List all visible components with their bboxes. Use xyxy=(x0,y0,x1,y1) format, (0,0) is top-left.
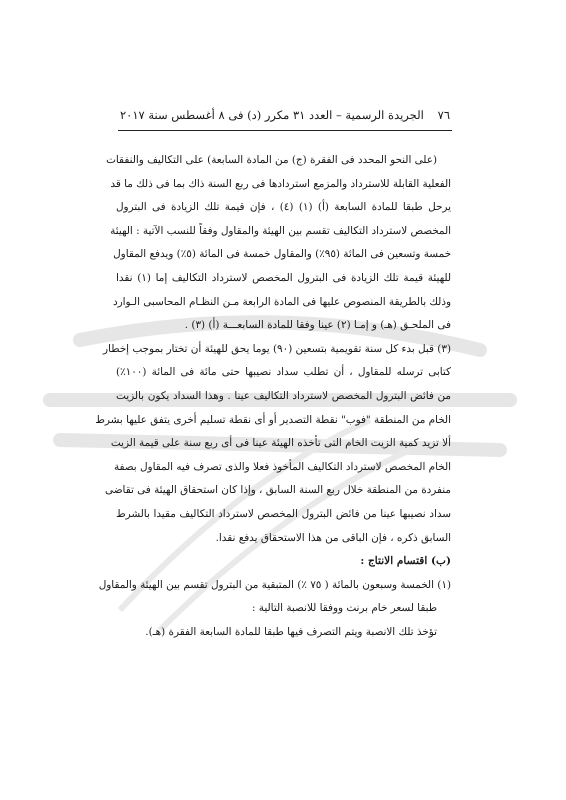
gazette-title: الجريدة الرسمية – العدد ٣١ مكرر (د) فى ٨ أغسطس سنة ٢٠١٧ xyxy=(120,108,424,122)
text-line: ألا تزيد كمية الزيت الخام التى تأخذه الهيئة عينا فى أى ربع سنة على قيمة الزيت xyxy=(110,437,451,450)
heading-text: (ب) اقتسام الانتاج : xyxy=(360,555,451,568)
text-line: سداد نصيبها عينا من فائض البترول المخصص لاسترداد التكاليف مقيدا بالشرط xyxy=(116,507,451,520)
text-line: السابق ذكره ، فإن الباقى من هذا الاستحقاق يدفع نقدا. xyxy=(215,531,451,544)
text-line: خمسة وتسعين فى المائة (٩٥٪) والمقاول خمسة فى المائة (٥٪) ويدفع المقاول xyxy=(113,248,451,261)
section-heading xyxy=(116,550,451,574)
text-line: المخصص لاسترداد التكاليف تقسم بين الهيئة والمقاول وفقاً للنسب الآتية : الهيئة xyxy=(110,224,451,237)
text-line: فى الملحـق (هـ) و إمـا (٢) عينا وفقا للمادة السابعـــة (أ) (٣) . xyxy=(184,319,451,332)
document-body xyxy=(95,149,452,644)
text-line: (٣) قبل بدء كل سنة تقويمية بتسعين (٩٠) يوما يحق للهيئة أن تختار بموجب إخطار xyxy=(103,342,451,355)
text-line: منفردة من المنطقة خلال ربع السنة السابق ، وإذا كان استحقاق الهيئة فى تقاضى xyxy=(105,484,451,497)
page-number: ٧٦ xyxy=(437,108,450,122)
paragraph-1 xyxy=(106,149,452,338)
page-header xyxy=(120,108,450,122)
text-line: (على النحو المحدد فى الفقرة (ج) من المادة السابعة) على التكاليف والنفقات xyxy=(106,154,437,166)
text-line: يرحل طبقا للمادة السابعة (أ) (١) (٤) ، فإن قيمة تلك الزيادة فى البترول xyxy=(116,201,452,214)
text-line: طبقا لسعر خام برنت ووفقا للانصبة التالية : xyxy=(252,602,437,615)
text-line: الخام المخصص لاسترداد التكاليف المأخوذ فعلا والذى تصرف فيه المقاول بصفة xyxy=(113,460,451,473)
paragraph-2 xyxy=(95,338,451,550)
text-line: الخام من المنطقة "فوب" نقطة التصدير أو أى نقطة تسليم أخرى يتفق عليها بشرط xyxy=(95,413,451,426)
text-line: تؤخذ تلك الانصبة ويتم التصرف فيها طبقا للمادة السابعة الفقرة (هـ). xyxy=(145,625,437,638)
text-line: وذلك بالطريقة المنصوص عليها فى المادة الرابعة مـن النظـام المحاسبى الـوارد xyxy=(112,295,451,308)
paragraph-3 xyxy=(98,574,451,621)
text-line: من فائض البترول المخصص لاسترداد التكاليف عينا . وهذا السداد يكون بالزيت xyxy=(116,389,451,402)
text-line: للهيئة قيمة تلك الزيادة فى البترول المخصص لاسترداد التكاليف إما (١) نقدا xyxy=(116,271,451,284)
paragraph-4 xyxy=(116,621,451,645)
text-line: الفعلية القابلة للاسترداد والمزمع استردادها فى ربع السنة ذاك بما فى ذلك ما قد xyxy=(110,177,451,190)
text-line: كتابى ترسله للمقاول ، أن تطلب سداد نصيبها حتى مائة فى المائة (١٠٠٪) xyxy=(116,366,451,379)
text-line: (١) الخمسة وسبعون بالمائة ( ٧٥ ٪) المتبقية من البترول تقسم بين الهيئة والمقاول xyxy=(98,578,451,591)
header-divider xyxy=(118,130,452,131)
